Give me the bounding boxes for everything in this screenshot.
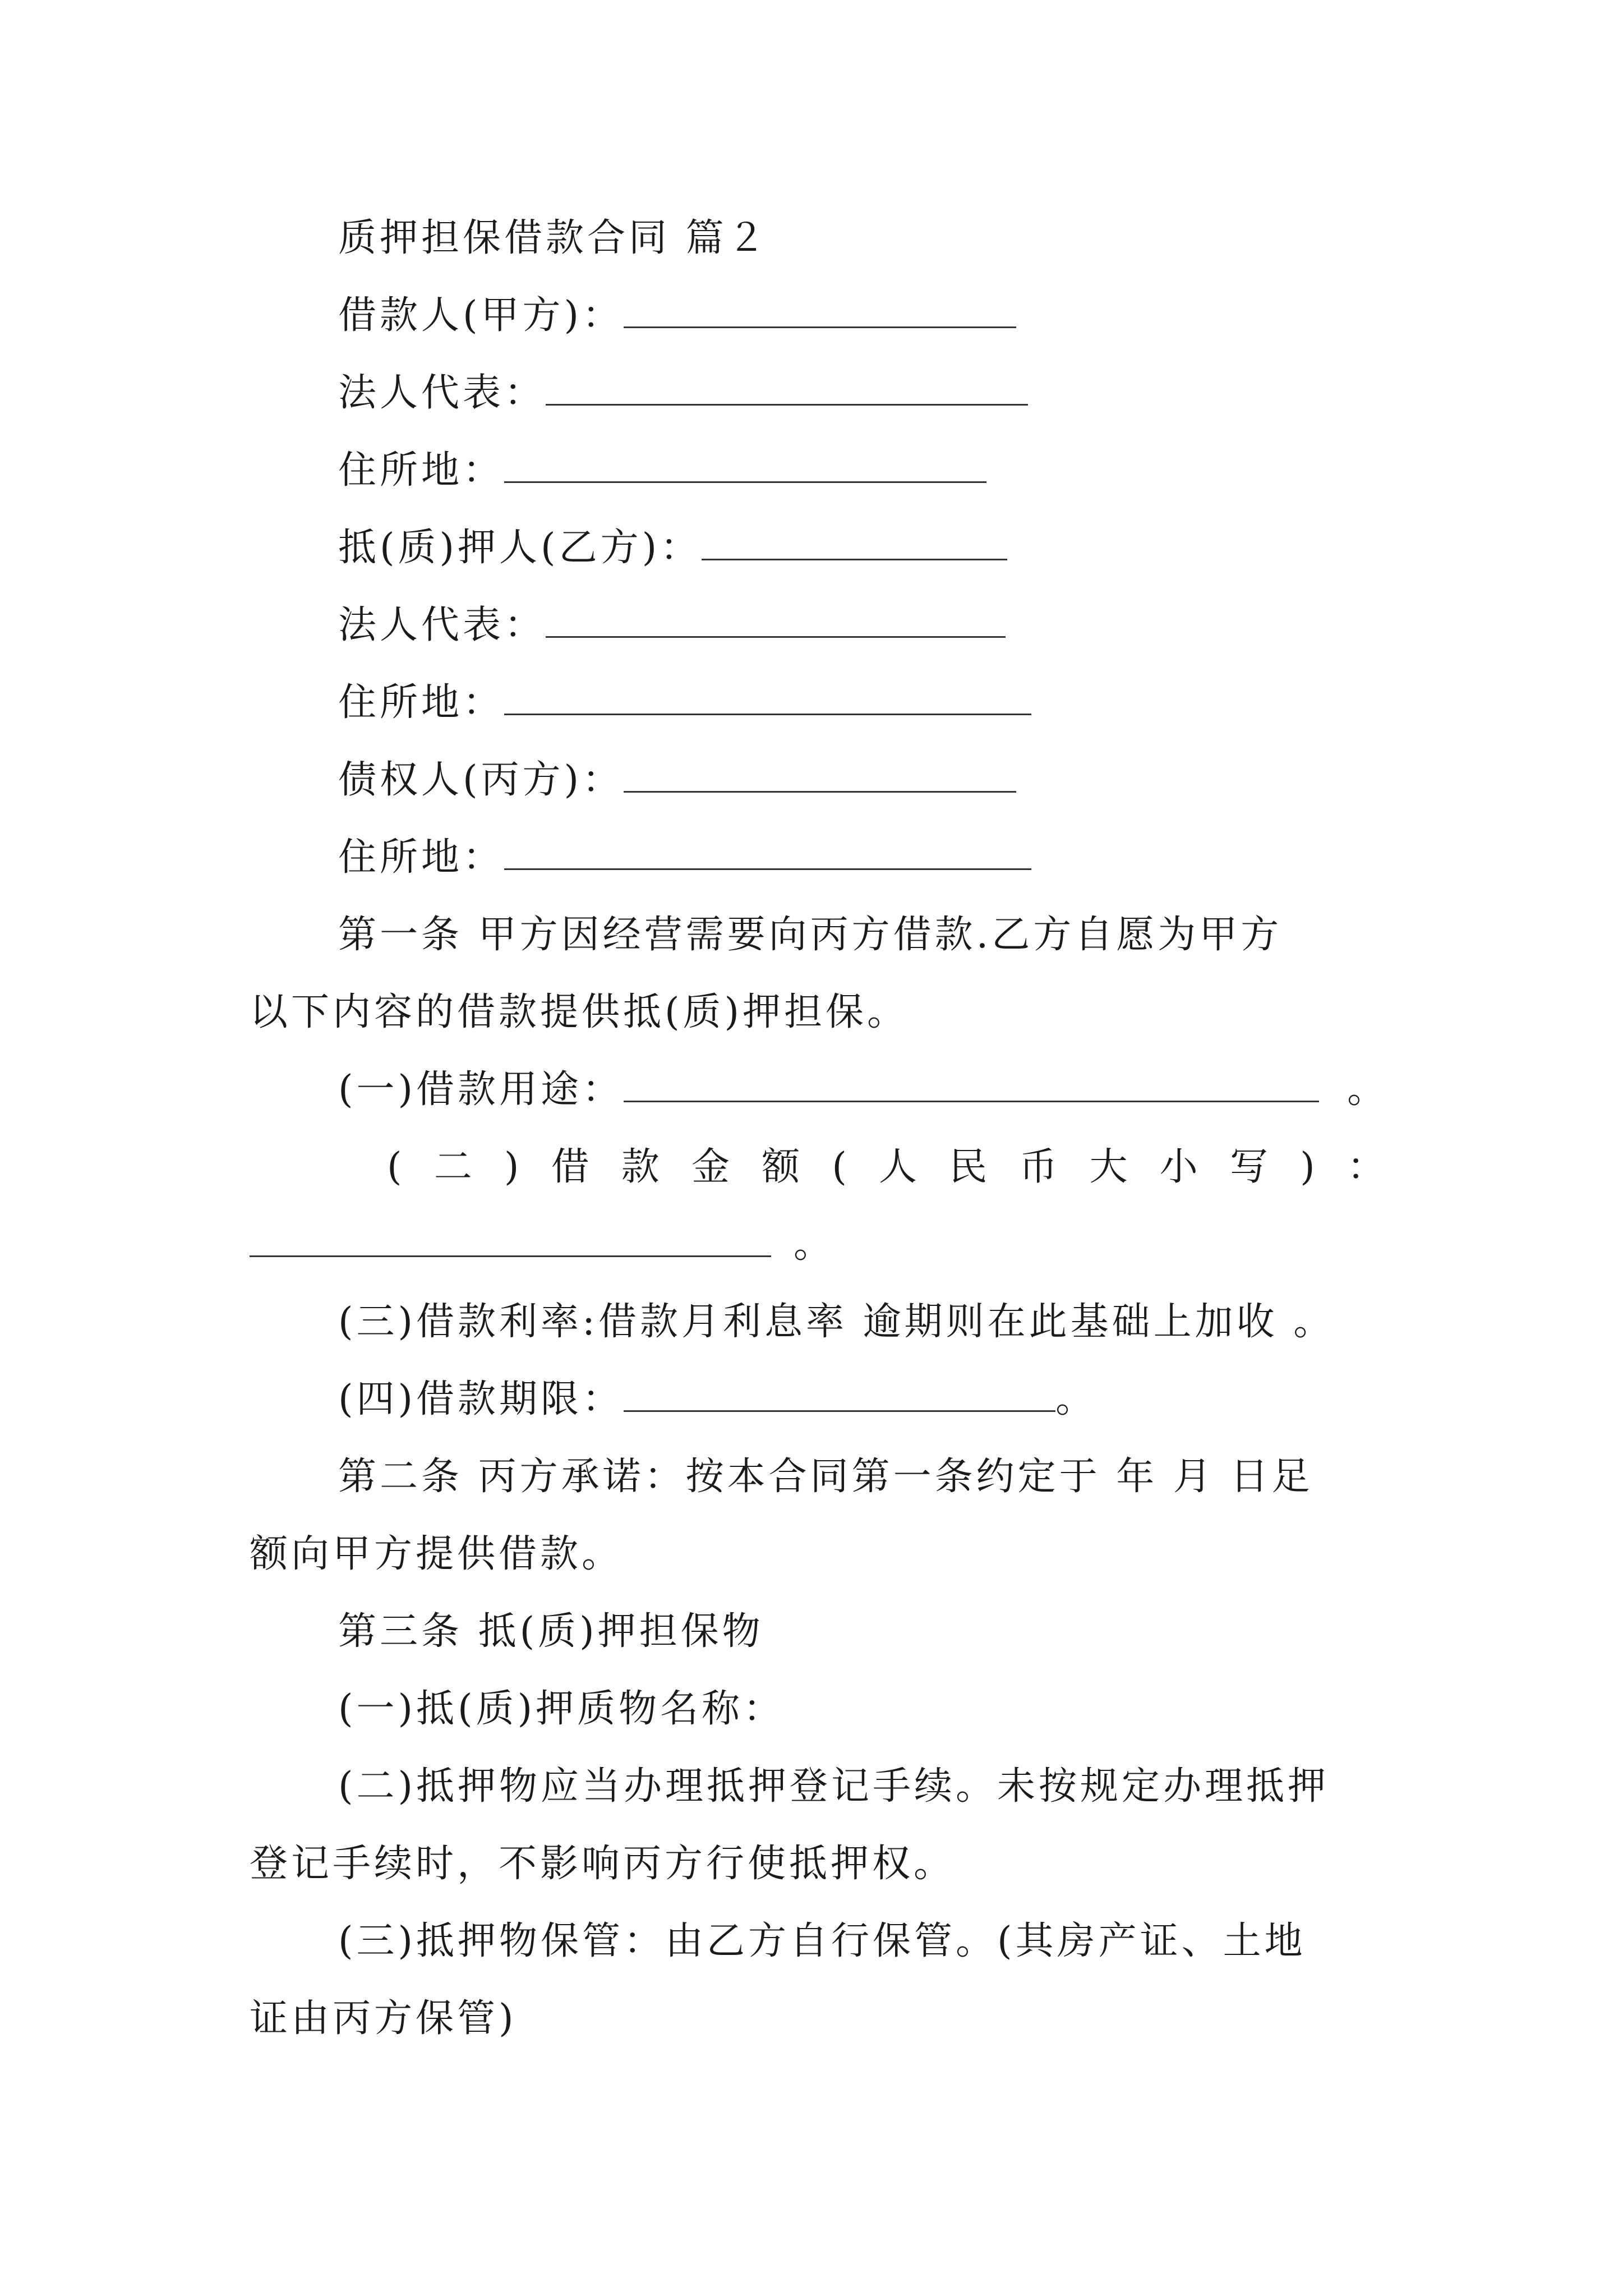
party-pledgor-address-field	[338, 672, 1031, 734]
blank-line	[250, 1216, 771, 1257]
char: 金	[691, 1145, 730, 1189]
blank-line	[504, 442, 986, 483]
char: )	[504, 1145, 519, 1189]
period-mark: 。	[794, 1222, 836, 1267]
collateral-name: (一)抵(质)押质物名称：	[338, 1687, 785, 1731]
char: 二	[434, 1145, 472, 1189]
char: (	[832, 1145, 847, 1189]
party-borrower-rep-field	[338, 362, 1028, 424]
field-label: 法人代表：	[338, 603, 546, 647]
field-label: (一)借款用途：	[338, 1068, 624, 1112]
field-label: 法人代表：	[338, 371, 546, 415]
char: 人	[879, 1145, 917, 1189]
party-borrower-field	[338, 285, 1016, 347]
loan-purpose-field	[338, 1059, 1389, 1121]
char: 民	[949, 1145, 988, 1189]
party-creditor-field	[338, 749, 1016, 811]
loan-amount-label	[387, 1137, 1385, 1198]
char: 款	[621, 1145, 660, 1189]
char: ：	[1347, 1145, 1385, 1189]
blank-line	[546, 597, 1006, 638]
blank-line	[504, 674, 1031, 715]
period-mark: 。	[1055, 1377, 1098, 1421]
blank-line	[546, 365, 1028, 406]
char: 币	[1019, 1145, 1058, 1189]
field-label: 住所地：	[338, 680, 505, 725]
party-pledgor-field	[338, 517, 1007, 579]
period-mark: 。	[1347, 1068, 1389, 1112]
blank-line	[504, 829, 1031, 870]
blank-line	[624, 287, 1016, 328]
party-borrower-address-field	[338, 440, 986, 501]
article-1-line-1: 第一条 甲方因经营需要向丙方借款.乙方自愿为甲方	[338, 913, 1283, 957]
char: 大	[1089, 1145, 1128, 1189]
char: 小	[1159, 1145, 1198, 1189]
collateral-custody-line-2: 证由丙方保管)	[250, 1996, 517, 2041]
blank-line	[624, 1061, 1319, 1102]
char: )	[1300, 1145, 1315, 1189]
blank-line	[624, 752, 1016, 793]
loan-amount-blank	[250, 1214, 835, 1276]
field-label: (四)借款期限：	[338, 1377, 624, 1421]
article-2-line-2: 额向甲方提供借款。	[250, 1532, 624, 1576]
blank-line	[702, 519, 1007, 560]
loan-term-field	[338, 1369, 1097, 1430]
field-label: 债权人(丙方)：	[338, 758, 624, 802]
collateral-custody-line-1: (三)抵押物保管：由乙方自行保管。(其房产证、土地	[338, 1919, 1306, 1963]
char: 写	[1229, 1145, 1268, 1189]
field-label: 借款人(甲方)：	[338, 293, 624, 338]
collateral-registration-line-2: 登记手续时，不影响丙方行使抵押权。	[250, 1842, 956, 1886]
field-label: 住所地：	[338, 835, 505, 880]
article-1-line-2: 以下内容的借款提供抵(质)押担保。	[250, 990, 909, 1034]
article-2-line-1: 第二条 丙方承诺：按本合同第一条约定于 年 月 日足	[338, 1455, 1313, 1499]
document-title: 质押担保借款合同 篇２	[338, 216, 769, 260]
field-label: 抵(质)押人(乙方)：	[338, 526, 702, 570]
loan-interest-rate: (三)借款利率:借款月利息率 逾期则在此基础上加收 。	[338, 1300, 1335, 1344]
field-label: 住所地：	[338, 448, 505, 493]
blank-line	[624, 1371, 1055, 1412]
article-3-title: 第三条 抵(质)押担保物	[338, 1609, 764, 1654]
party-pledgor-rep-field	[338, 595, 1006, 656]
char: 额	[762, 1145, 800, 1189]
party-creditor-address-field	[338, 827, 1031, 889]
collateral-registration-line-1: (二)抵押物应当办理抵押登记手续。未按规定办理抵押	[338, 1764, 1330, 1809]
char: (	[387, 1145, 402, 1189]
char: 借	[551, 1145, 589, 1189]
